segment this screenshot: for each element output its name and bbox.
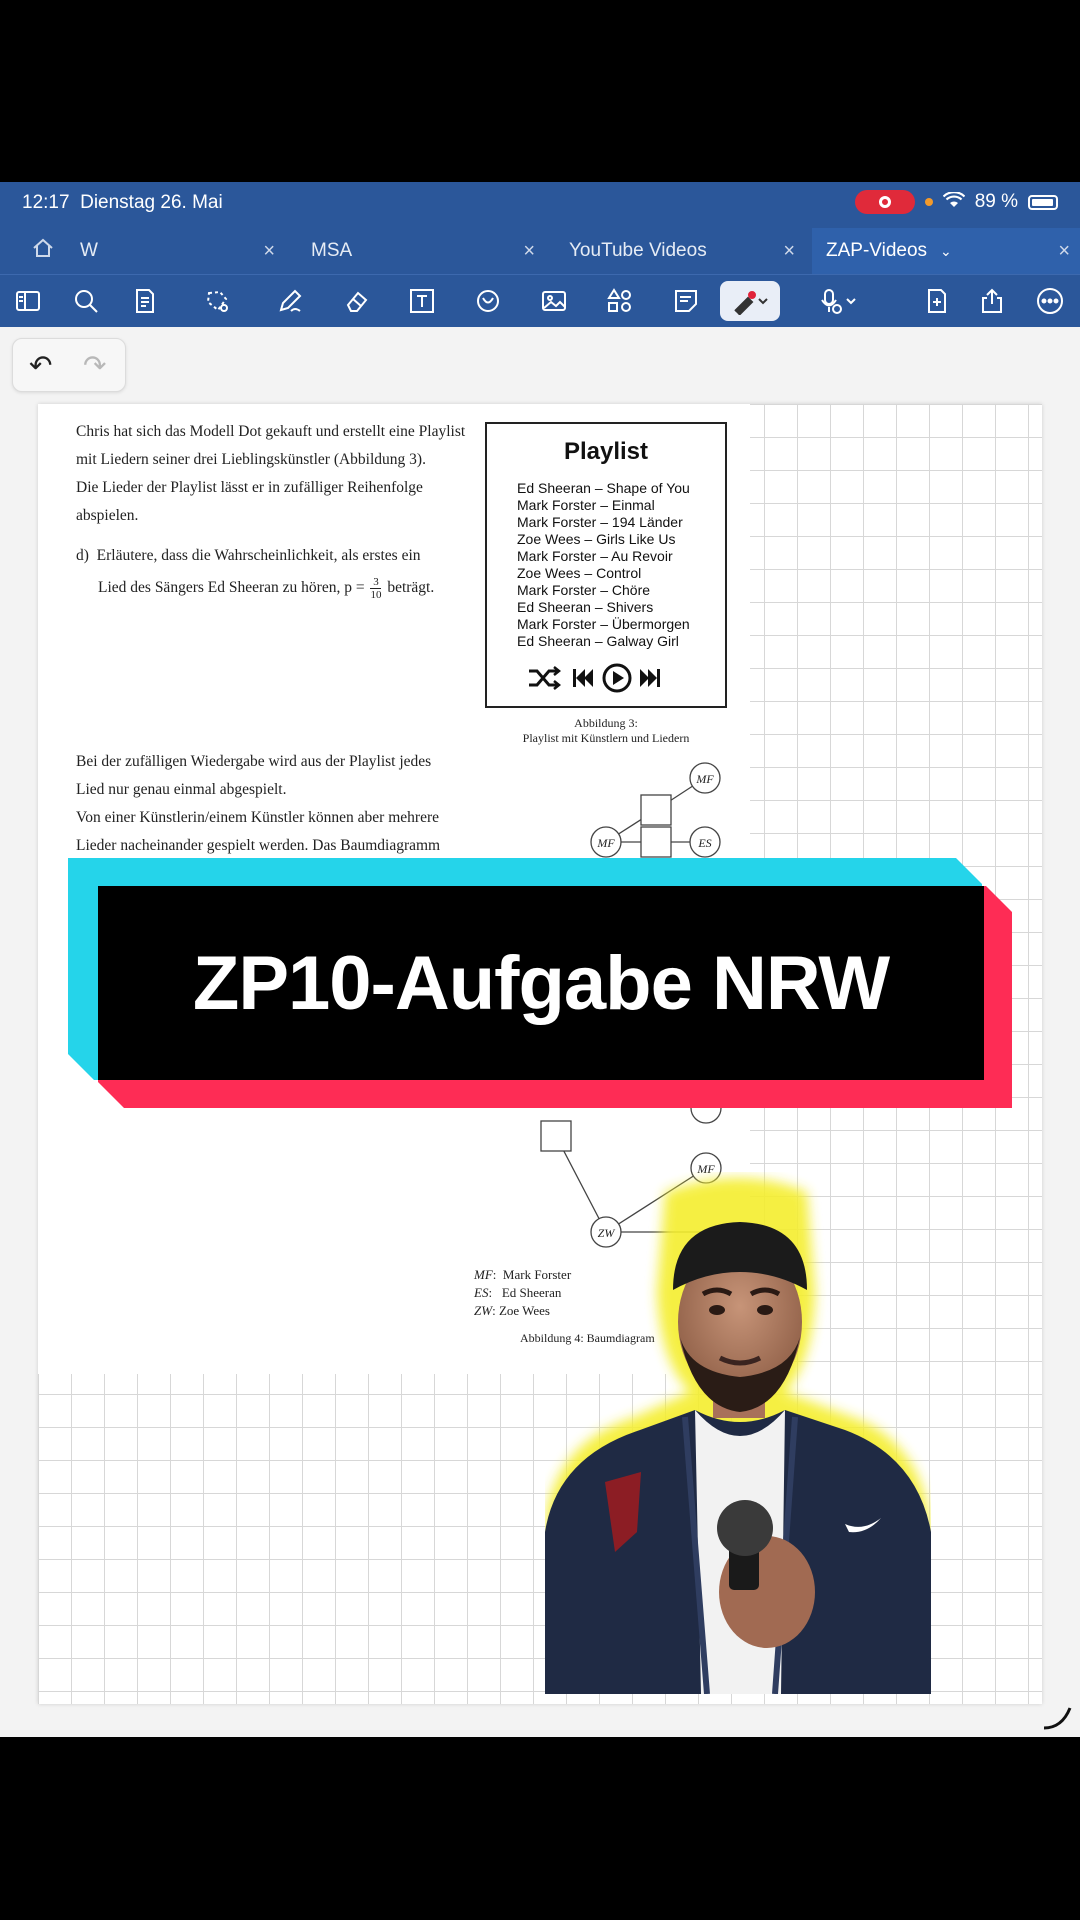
microphone-icon[interactable] (814, 285, 864, 317)
chevron-down-icon[interactable]: ⌄ (940, 242, 952, 259)
text-line: abspielen. (76, 507, 139, 524)
sidebar-icon[interactable] (12, 285, 44, 317)
figure4-caption: Abbildung 4: Baumdiagram (520, 1331, 655, 1345)
tab-label: MSA (311, 240, 353, 261)
list-item: Zoe Wees – Control (517, 565, 642, 581)
playlist-song-list (517, 480, 690, 650)
caption-line: Abbildung 3: (574, 716, 638, 730)
tree-paragraph (76, 748, 476, 860)
list-item: Zoe Wees – Girls Like Us (517, 531, 676, 547)
search-icon[interactable] (70, 285, 102, 317)
playlist-title: Playlist (563, 438, 649, 465)
battery-icon (1028, 195, 1058, 210)
shuffle-icon (529, 667, 559, 689)
text-line: Lieder nacheinander gespielt werden. Das Baumdiagramm (76, 837, 441, 854)
task-d (76, 542, 476, 602)
text-line: Bei der zufälligen Wiedergabe wird aus der Playlist jedes (76, 753, 432, 770)
tree-node-label: MF (696, 772, 714, 786)
microphone-indicator-icon (925, 198, 933, 206)
legend-abbr: ZW (474, 1303, 493, 1318)
close-tab-icon[interactable]: × (263, 239, 275, 262)
player-controls (527, 662, 687, 694)
add-page-icon[interactable] (920, 285, 952, 317)
close-tab-icon[interactable]: × (1058, 239, 1070, 262)
battery-percent: 89 % (974, 191, 1018, 212)
undo-redo-group (12, 338, 126, 392)
windscreen-fur (717, 1500, 773, 1556)
text-line: Chris hat sich das Modell Dot gekauft und erstellt eine Playlist (76, 423, 466, 440)
fraction-denominator: 10 (370, 588, 382, 601)
clock: 12:17 (22, 192, 70, 213)
task-text: Erläutere, dass die Wahrscheinlichkeit, als erstes ein (96, 547, 421, 564)
list-item: Ed Sheeran – Shape of You (517, 480, 690, 496)
lasso-icon[interactable] (202, 285, 234, 317)
legend-name: Mark Forster (502, 1267, 572, 1282)
tab-label: W (80, 240, 98, 261)
page-curl-icon[interactable] (1040, 1698, 1076, 1734)
task-text: beträgt. (387, 579, 435, 596)
task-text: Lied des Sängers Ed Sheeran zu hören, p = (98, 579, 365, 596)
toolbar (0, 274, 1080, 327)
legend-name: Ed Sheeran (501, 1285, 562, 1300)
status-bar (0, 182, 1080, 228)
legend-name: Zoe Wees (498, 1303, 550, 1318)
redo-button[interactable]: ↷ (83, 350, 107, 381)
legend-abbr: MF (474, 1267, 493, 1282)
list-item: Mark Forster – Chöre (517, 582, 651, 598)
play-icon (604, 665, 630, 691)
tab-msa[interactable] (295, 228, 545, 274)
eraser-icon[interactable] (340, 285, 372, 317)
pen-icon[interactable] (274, 285, 306, 317)
image-icon[interactable] (538, 285, 570, 317)
close-tab-icon[interactable]: × (783, 239, 795, 262)
figure3-caption (485, 716, 727, 746)
fraction (370, 576, 381, 601)
screen-recording-icon[interactable] (855, 190, 915, 214)
list-item: Mark Forster – 194 Länder (517, 514, 683, 530)
page-icon[interactable] (128, 285, 160, 317)
list-item: Mark Forster – Übermorgen (517, 616, 690, 632)
date: Dienstag 26. Mai (80, 192, 223, 213)
shapes-icon[interactable] (472, 285, 504, 317)
list-item: Mark Forster – Einmal (517, 497, 655, 513)
tree-node-label: ES (698, 836, 712, 850)
laser-pointer-icon[interactable] (728, 285, 776, 317)
text-line: mit Liedern seiner drei Lieblingskünstler (Abbildung 3). (76, 451, 426, 468)
elements-icon[interactable] (604, 285, 636, 317)
share-icon[interactable] (976, 285, 1008, 317)
status-time-date (22, 192, 223, 214)
tab-label: YouTube Videos (569, 240, 707, 261)
list-item: Ed Sheeran – Galway Girl (517, 633, 679, 649)
tab-zap-videos[interactable] (812, 228, 1080, 274)
text-line: Lied nur genau einmal abgespielt. (76, 781, 287, 798)
status-right (855, 190, 1058, 214)
fraction-numerator: 3 (370, 576, 381, 589)
list-item: Mark Forster – Au Revoir (517, 548, 673, 564)
more-icon[interactable] (1034, 285, 1066, 317)
sticky-note-icon[interactable] (670, 285, 702, 317)
text-line: Die Lieder der Playlist lässt er in zufälliger Reihenfolge (76, 479, 423, 496)
title-banner (98, 886, 984, 1080)
tree-node-label: MF (597, 836, 615, 850)
tab-youtube-videos[interactable] (555, 228, 805, 274)
home-icon[interactable] (32, 238, 54, 264)
previous-track-icon (573, 669, 593, 687)
playlist-figure (485, 422, 727, 708)
legend-abbr: ES (474, 1285, 489, 1300)
list-item: Ed Sheeran – Shivers (517, 599, 654, 615)
tab-bar (0, 228, 1080, 274)
textbox-icon[interactable] (406, 285, 438, 317)
caption-line: Playlist mit Künstlern und Liedern (522, 731, 690, 745)
undo-button[interactable]: ↶ (29, 350, 53, 381)
tree-diagram-top (560, 750, 750, 860)
task-label: d) (76, 547, 89, 564)
tab-w[interactable] (0, 228, 285, 274)
text-line: Von einer Künstlerin/einem Künstler können aber mehrere (76, 809, 439, 826)
next-track-icon (640, 669, 660, 687)
banner-title: ZP10-Aufgabe NRW (192, 940, 890, 1026)
tree-node-label: ZW (597, 1226, 615, 1240)
tree-legend: MF: Mark Forster ES: Ed Sheeran ZW: Zoe Wees (474, 1267, 572, 1318)
tab-label: ZAP-Videos (826, 240, 928, 261)
presenter-video (545, 1172, 931, 1694)
wifi-icon (943, 192, 965, 213)
close-tab-icon[interactable]: × (523, 239, 535, 262)
tree-node-label: MF (697, 1162, 715, 1176)
intro-paragraph (76, 418, 476, 530)
